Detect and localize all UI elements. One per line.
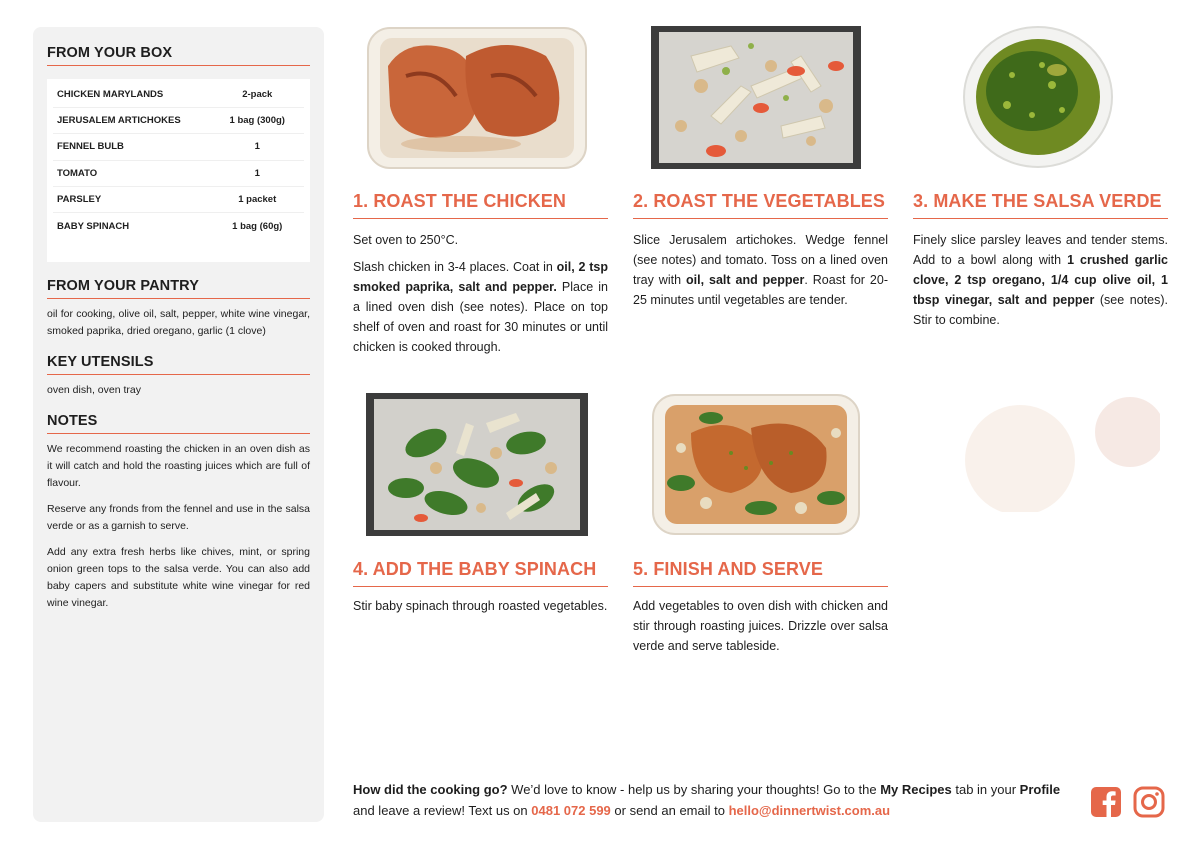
finished-dish-photo [651,393,861,536]
note-2: Reserve any fronds from the fennel and use in the salsa verde or as a garnish to serve. [47,503,310,532]
ingredient-qty: 1 [254,167,260,179]
instagram-icon[interactable] [1133,786,1165,823]
step-4-title: 4. ADD THE BABY SPINACH [353,559,608,587]
pantry-text: oil for cooking, olive oil, salt, pepper, white wine vinegar, smoked paprika, dried oregano, garlic (1 clove) [47,308,310,337]
table-row [53,82,304,108]
ingredient-qty: 1 [254,141,260,153]
table-row [53,134,304,160]
table-row [53,187,304,213]
step-5-p1: Add vegetables to oven dish with chicken and stir through roasting juices. Drizzle over salsa verde and serve tableside. [633,599,888,653]
ingredient-qty: 1 packet [238,193,277,205]
ingredient-name: JERUSALEM ARTICHOKES [57,115,181,127]
step-5-title: 5. FINISH AND SERVE [633,559,888,587]
step-3-p1: Finely slice parsley leaves and tender stems. Add to a bowl along with 1 crushed garlic clove, 2 tsp oregano, 1/4 cup olive oil, 1 tbsp vinegar, salt and pepper (see notes). Stir to combine. [913,233,1169,327]
salsa-verde-photo [962,25,1114,170]
baby-spinach-photo [366,393,588,536]
ingredient-name: TOMATO [57,167,98,179]
footer-question: How did the cooking go? [353,782,508,797]
table-row [53,213,304,239]
key-utensils-heading: KEY UTENSILS [47,354,310,375]
ingredient-name: CHICKEN MARYLANDS [57,89,164,101]
email-link[interactable]: hello@dinnertwist.com.au [728,803,891,818]
feedback-footer: How did the cooking go? We’d love to know - help us by sharing your thoughts! Go to the My Recipes tab in your Profile and leave a review! Text us on 0481 072 599 or send an email to hello@dinnertwist.com.au [353,782,1061,818]
step-1-p2: Slash chicken in 3-4 places. Coat in oil, 2 tsp smoked paprika, salt and pepper. Place in a lined oven dish (see notes). Place on top shelf of oven and roast for 30 minutes or until chicken is cooked through. [353,260,608,354]
roast-chicken-photo [366,26,588,170]
ingredient-qty: 1 bag (300g) [229,115,285,127]
table-row [53,161,304,187]
notes-heading: NOTES [47,413,310,434]
profile-link[interactable]: Profile [1019,782,1061,797]
box-ingredients-table [47,79,310,262]
step-1-title: 1. ROAST THE CHICKEN [353,191,608,219]
step-2-title: 2. ROAST THE VEGETABLES [633,191,888,219]
roast-vegetables-photo [651,26,861,169]
from-your-box-heading: FROM YOUR BOX [47,45,310,66]
ingredient-qty: 1 bag (60g) [232,220,283,232]
step-5-body [633,596,888,663]
step-3-title: 3. MAKE THE SALSA VERDE [913,191,1168,219]
step-4-p1: Stir baby spinach through roasted vegetables. [353,599,608,613]
ingredient-qty: 2-pack [242,89,273,101]
table-row [53,108,304,134]
ingredient-name: PARSLEY [57,193,102,205]
step-2-body [633,230,888,317]
step-3-body [913,230,1168,337]
ingredient-name: BABY SPINACH [57,220,130,232]
note-3: Add any extra fresh herbs like chives, mint, or spring onion green tops to the salsa verde. You can also add baby capers and substitute white wine vinegar for red wine vinegar. [47,546,310,609]
step-4-body [353,596,608,623]
ingredients-sidebar [33,27,324,822]
facebook-icon[interactable] [1090,786,1122,823]
utensils-text: oven dish, oven tray [47,384,141,396]
step-1-body [353,230,608,364]
faded-dish-watermark [960,392,1160,512]
from-your-pantry-heading: FROM YOUR PANTRY [47,278,310,299]
step-2-p1: Slice Jerusalem artichokes. Wedge fennel (see notes) and tomato. Toss on a lined oven tray with oil, salt and pepper. Roast for 20-25 minutes until vegetables are tender. [633,233,888,307]
step-1-p1: Set oven to 250°C. [353,233,459,247]
phone-link[interactable]: 0481 072 599 [531,803,611,818]
my-recipes-link[interactable]: My Recipes [880,782,952,797]
ingredient-name: FENNEL BULB [57,141,124,153]
note-1: We recommend roasting the chicken in an oven dish as it will catch and hold the roasting juices which are full of flavour. [47,443,310,489]
